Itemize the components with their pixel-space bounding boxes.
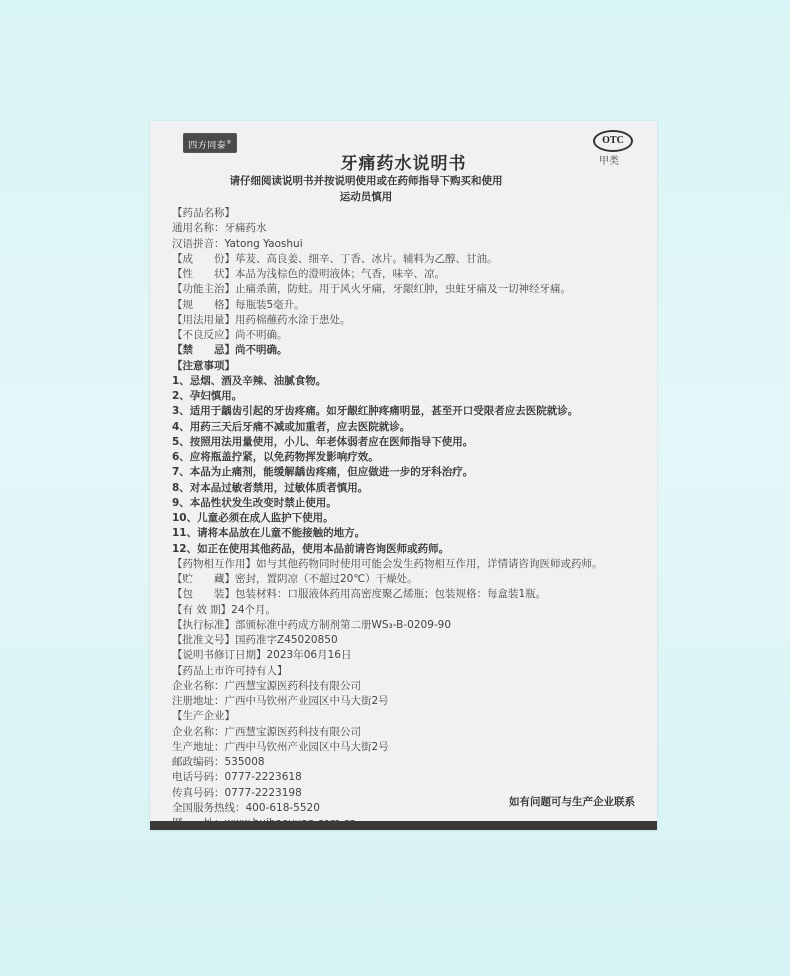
leaflet-line: 邮政编码：535008 [172,756,265,768]
leaflet-line: 8、对本品过敏者禁用，过敏体质者慎用。 [172,481,369,494]
bottom-edge [150,821,657,830]
leaflet-line: 【不良反应】尚不明确。 [172,329,288,341]
leaflet-line: 【性 状】本品为浅棕色的澄明液体；气香，味辛、凉。 [172,268,445,280]
leaflet-line: 7、本品为止痛剂，能缓解龋齿疼痛，但应做进一步的牙科治疗。 [172,466,474,479]
leaflet-line: 电话号码：0777-2223618 [172,771,302,784]
usage-warning: 请仔细阅读说明书并按说明使用或在药师指导下购买和使用 [229,175,503,187]
leaflet-line: 企业名称：广西慧宝源医药科技有限公司 [172,679,361,692]
leaflet-line: 汉语拼音：Yatong Yaoshui [172,237,303,250]
leaflet-body [172,206,642,830]
leaflet-line: 6、应将瓶盖拧紧，以免药物挥发影响疗效。 [172,451,379,463]
leaflet-line: 【注意事项】 [172,359,235,372]
leaflet-line: 【药物相互作用】如与其他药物同时使用可能会发生药物相互作用，详情请咨询医师或药师。 [172,557,603,570]
leaflet-line: 【批准文号】国药准字Z45020850 [172,634,338,646]
athlete-warning: 运动员慎用 [339,191,393,203]
leaflet-line: 12、如正在使用其他药品，使用本品前请咨询医师或药师。 [172,542,450,555]
leaflet-line: 【贮 藏】密封，置阴凉（不超过20℃）干燥处。 [172,573,418,585]
leaflet-line: 【禁 忌】尚不明确。 [172,344,288,357]
leaflet-line: 【用法用量】用药棉蘸药水涂于患处。 [172,313,351,326]
otc-badge: OTC [593,130,633,152]
leaflet-line: 2、孕妇慎用。 [172,390,243,402]
leaflet-line: 【说明书修订日期】2023年06月16日 [172,649,352,662]
leaflet-line: 9、本品性状发生改变时禁止使用。 [172,496,337,509]
leaflet-line: 5、按照用法用量使用，小儿、年老体弱者应在医师指导下使用。 [172,435,474,448]
leaflet-line: 【药品名称】 [172,207,235,219]
leaflet-line: 10、儿童必须在成人监护下使用。 [172,512,334,524]
leaflet-line: 【规 格】每瓶装5毫升。 [172,298,305,311]
leaflet-line: 【执行标准】部颁标准中药成方制剂第二册WS₃-B-0209-90 [172,618,452,631]
leaflet-line: 1、忌烟、酒及辛辣、油腻食物。 [172,374,327,387]
leaflet-line: 生产地址：广西中马钦州产业园区中马大街2号 [172,740,389,753]
leaflet-line: 传真号码：0777-2223198 [172,786,302,799]
leaflet-line: 通用名称：牙痛药水 [172,222,267,235]
brand-name: 四方同泰 [188,141,227,151]
leaflet-line: 【成 份】荜茇、高良姜、细辛、丁香、冰片。辅料为乙醇、甘油。 [172,252,498,265]
leaflet-line: 【药品上市许可持有人】 [172,664,288,677]
leaflet-line: 【功能主治】止痛杀菌，防蛀。用于风火牙痛，牙龈红肿，虫蛀牙痛及一切神经牙痛。 [172,283,571,296]
leaflet-line: 【包 装】包装材料：口服液体药用高密度聚乙烯瓶；包装规格：每盒装1瓶。 [172,588,547,601]
leaflet-line: 3、适用于龋齿引起的牙齿疼痛。如牙龈红肿疼痛明显，甚至开口受限者应去医院就诊。 [172,405,579,418]
otc-class-label: 甲类 [599,156,619,167]
leaflet-line: 【有 效 期】24个月。 [172,603,277,616]
brand-logo: 四方同泰® [183,133,237,153]
leaflet-line: 4、用药三天后牙痛不减或加重者，应去医院就诊。 [172,420,411,433]
contact-note: 如有问题可与生产企业联系 [509,796,635,808]
document-title: 牙痛药水说明书 [340,154,467,174]
instruction-leaflet [150,121,657,830]
leaflet-line: 全国服务热线：400-618-5520 [172,801,320,814]
leaflet-line: 11、请将本品放在儿童不能接触的地方。 [172,527,366,540]
leaflet-line: 企业名称：广西慧宝源医药科技有限公司 [172,725,361,738]
leaflet-line: 注册地址：广西中马钦州产业园区中马大街2号 [172,695,389,707]
leaflet-line: 【生产企业】 [172,710,235,723]
